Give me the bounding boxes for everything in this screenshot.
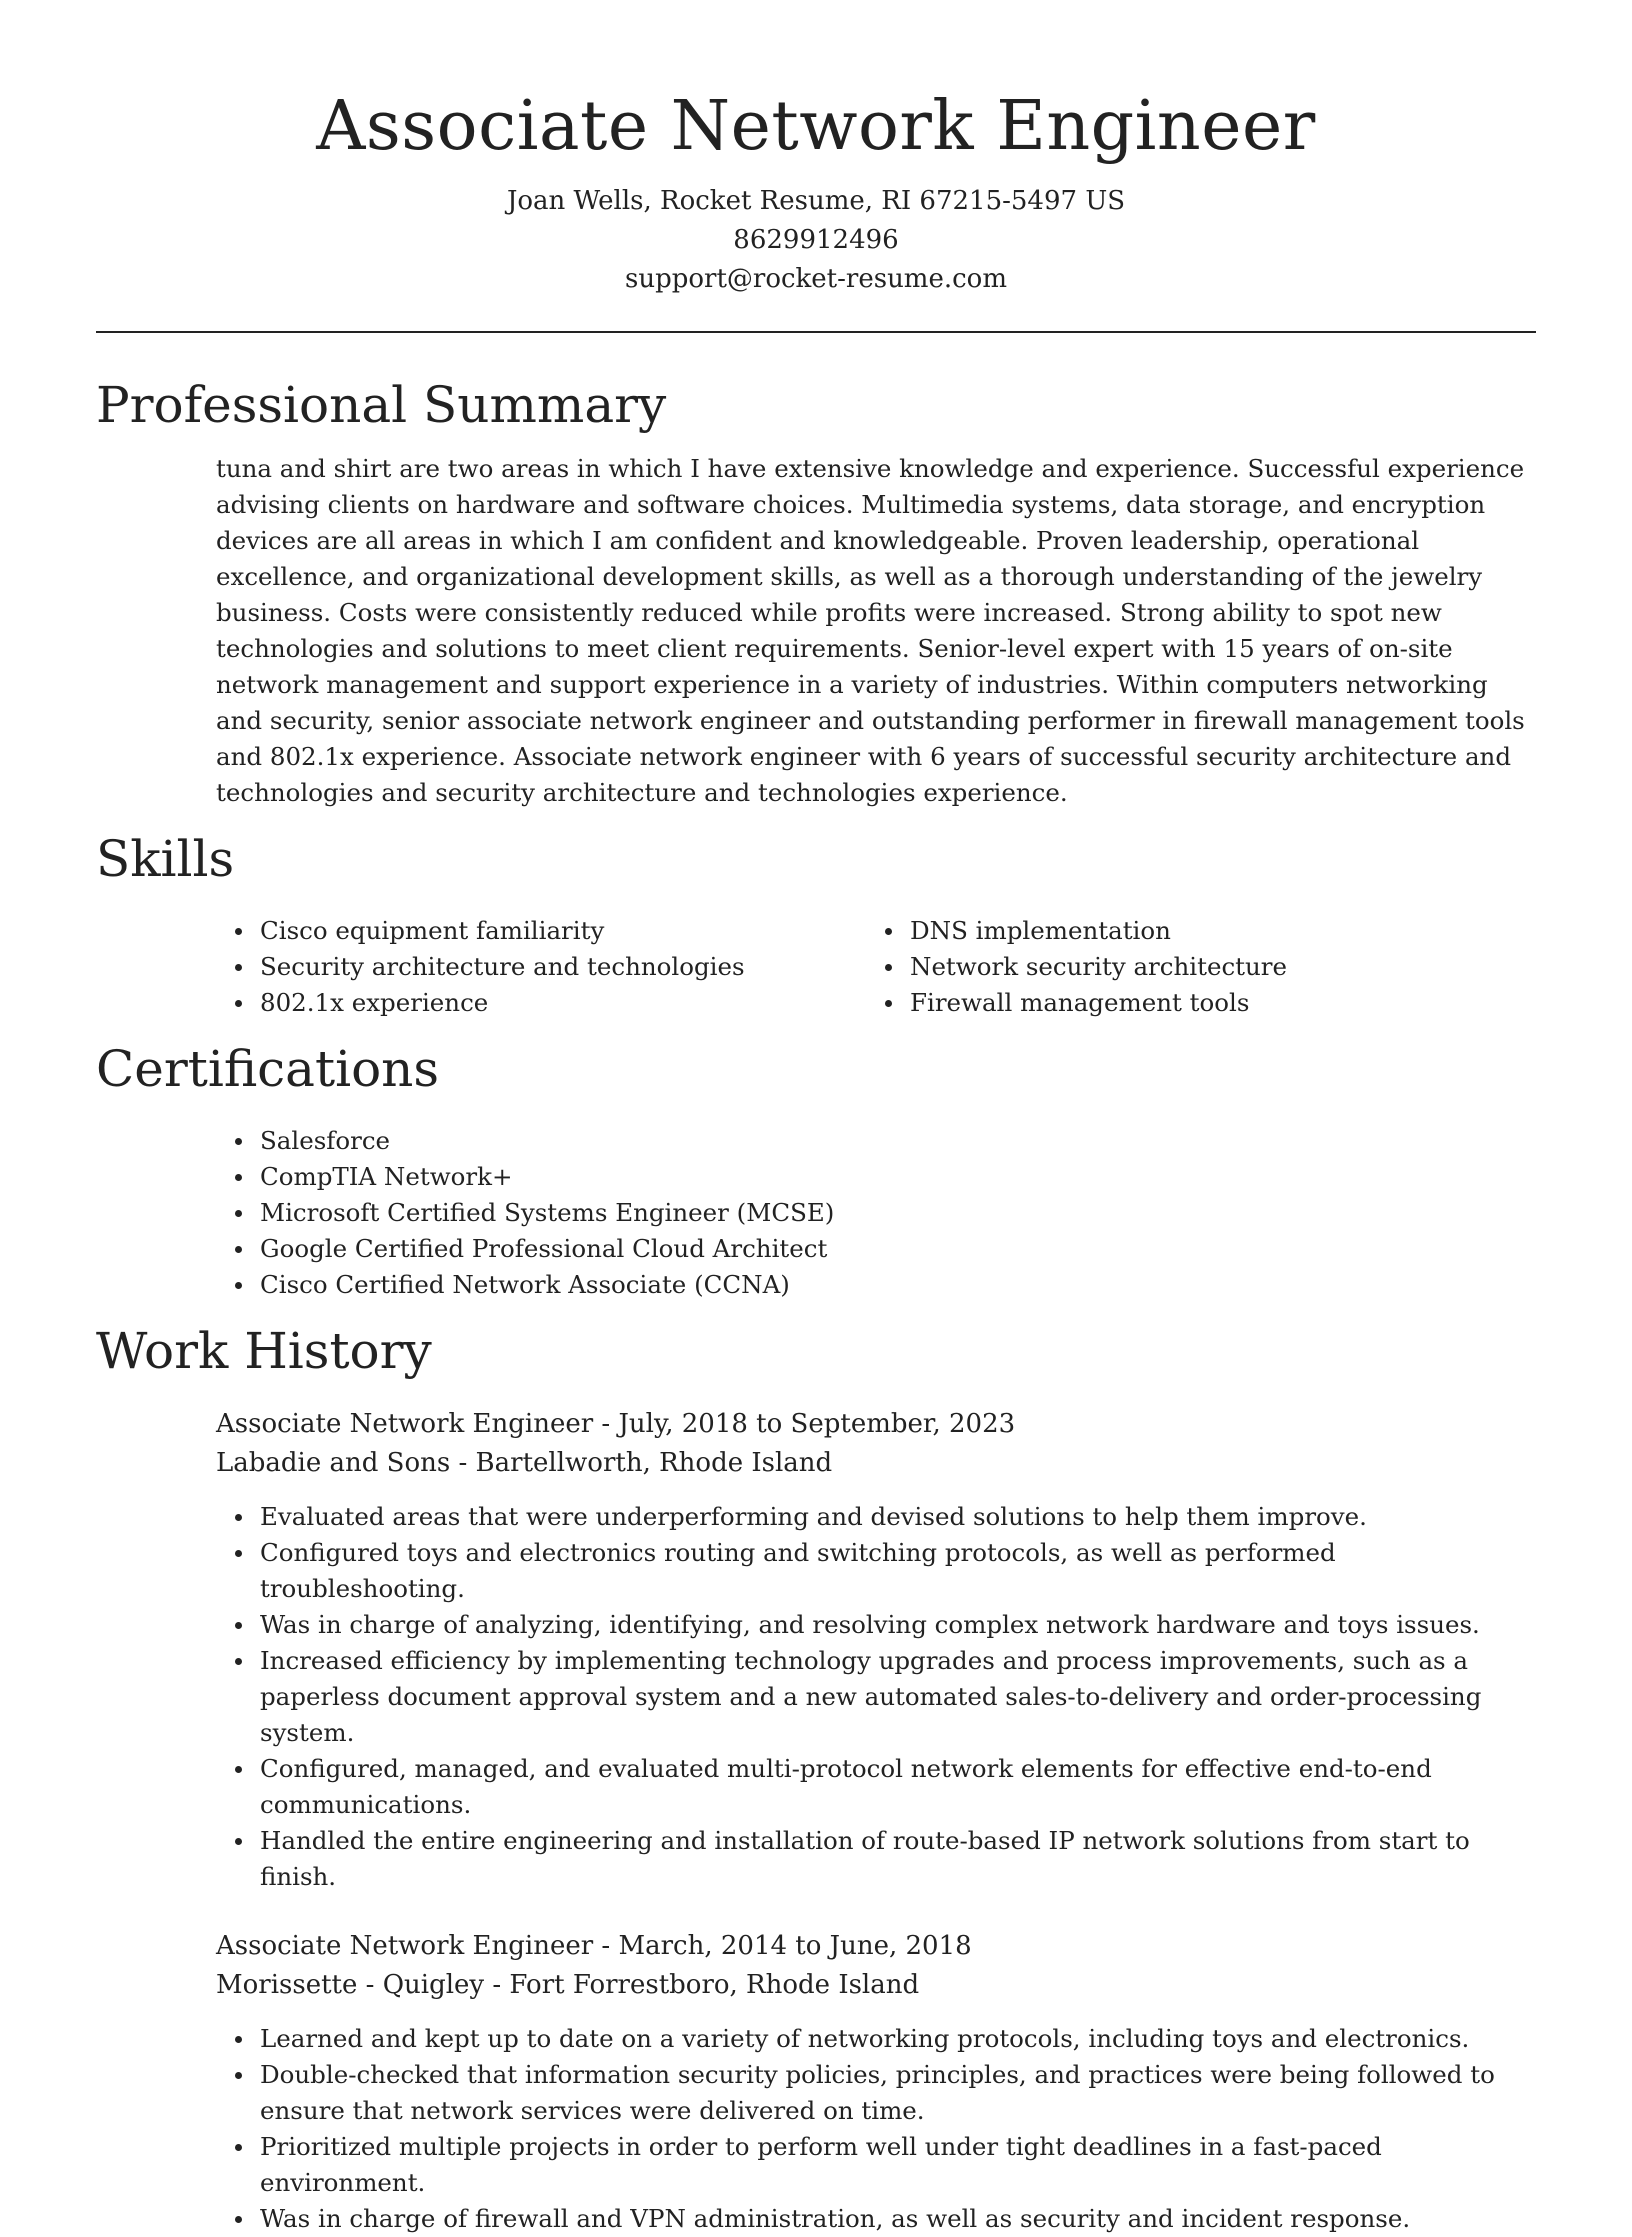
certifications-list: [216, 1123, 1536, 1303]
job-title: Associate Network Engineer: [216, 1409, 594, 1439]
skill-item: Cisco equipment familiarity: [216, 913, 866, 949]
job-bullet: Was in charge of firewall and VPN administration, as well as security and incident response.: [216, 2201, 1536, 2237]
certification-item: Cisco Certified Network Associate (CCNA): [216, 1267, 1536, 1303]
skill-item: DNS implementation: [866, 913, 1466, 949]
job-company-line: [216, 1444, 1536, 1483]
certification-item: Google Certified Professional Cloud Architect: [216, 1231, 1536, 1267]
skill-item: Firewall management tools: [866, 985, 1466, 1021]
job-bullet: Evaluated areas that were underperforming and devised solutions to help them improve.: [216, 1499, 1536, 1535]
resume-header: [96, 0, 1536, 299]
work-history-heading: Work History: [96, 1322, 432, 1380]
job-bullet: Increased efficiency by implementing technology upgrades and process improvements, such as a paperless document approval system and a new automated sales-to-delivery and order-processing system.: [216, 1643, 1536, 1751]
job-bullet: Was in charge of analyzing, identifying, and resolving complex network hardware and toys issues.: [216, 1607, 1536, 1643]
header-divider: [96, 331, 1536, 333]
job-dates: - March, 2014 to June, 2018: [593, 1931, 972, 1961]
job-bullet: Configured, managed, and evaluated multi-protocol network elements for effective end-to-end communications.: [216, 1751, 1536, 1823]
skill-item: Security architecture and technologies: [216, 949, 866, 985]
job-bullet: Double-checked that information security policies, principles, and practices were being followed to ensure that network services were delivered on time.: [216, 2057, 1536, 2129]
job-bullet: Handled the entire engineering and installation of route-based IP network solutions from start to finish.: [216, 1823, 1536, 1895]
resume-title: Associate Network Engineer: [316, 87, 1316, 166]
job-location: - Fort Forrestboro, Rhode Island: [484, 1970, 920, 2000]
contact-phone: 8629912496: [733, 225, 899, 255]
certification-item: Microsoft Certified Systems Engineer (MCSE): [216, 1195, 1536, 1231]
job-title-line: [216, 1927, 1536, 1966]
job-bullet: Learned and kept up to date on a variety of networking protocols, including toys and electronics.: [216, 2021, 1536, 2057]
skill-item: 802.1x experience: [216, 985, 866, 1021]
job-bullet-list: [96, 1499, 1536, 1895]
contact-address: Joan Wells, Rocket Resume, RI 67215-5497 US: [506, 186, 1126, 216]
contact-email: support@rocket-resume.com: [624, 264, 1007, 294]
skills-list-right: [866, 913, 1466, 1021]
job-bullet: Prioritized multiple projects in order to perform well under tight deadlines in a fast-paced environment.: [216, 2129, 1536, 2201]
job-company: Morissette - Quigley: [216, 1970, 485, 2000]
summary-heading: Professional Summary: [96, 376, 667, 434]
certification-item: Salesforce: [216, 1123, 1536, 1159]
job-location: - Bartellworth, Rhode Island: [450, 1448, 833, 1478]
skills-grid: [96, 913, 1536, 1021]
summary-text: tuna and shirt are two areas in which I have extensive knowledge and experience. Successful experience advising clients on hardware and software choices. Multimedia systems, data storage, and encryption devices are all areas in which I am confident and knowledgeable. Proven leadership, operational excellence, and organizational development skills, as well as a thorough understanding of the jewelry business. Costs were consistently reduced while profits were increased. Strong ability to spot new technologies and solutions to meet client requirements. Senior-level expert with 15 years of on-site network management and support experience in a variety of industries. Within computers networking and security, senior associate network engineer and outstanding performer in firewall management tools and 802.1x experience. Associate network engineer with 6 years of successful security architecture and technologies and security architecture and technologies experience.: [216, 454, 1525, 807]
job-title-line: [216, 1405, 1536, 1444]
job-dates: - July, 2018 to September, 2023: [593, 1409, 1016, 1439]
job-company: Labadie and Sons: [216, 1448, 451, 1478]
job-entry: [216, 1927, 1536, 2237]
skills-heading: Skills: [96, 830, 235, 888]
skill-item: Network security architecture: [866, 949, 1466, 985]
job-bullet: Configured toys and electronics routing and switching protocols, as well as performed troubleshooting.: [216, 1535, 1536, 1607]
job-title: Associate Network Engineer: [216, 1931, 594, 1961]
certifications-heading: Certifications: [96, 1040, 440, 1098]
job-company-line: [216, 1966, 1536, 2005]
resume-page: [96, 0, 1536, 2237]
skills-list-left: [216, 913, 866, 1021]
job-bullet-list: [96, 2021, 1536, 2237]
certification-item: CompTIA Network+: [216, 1159, 1536, 1195]
contact-block: [96, 182, 1536, 299]
job-entry: [216, 1405, 1536, 1895]
